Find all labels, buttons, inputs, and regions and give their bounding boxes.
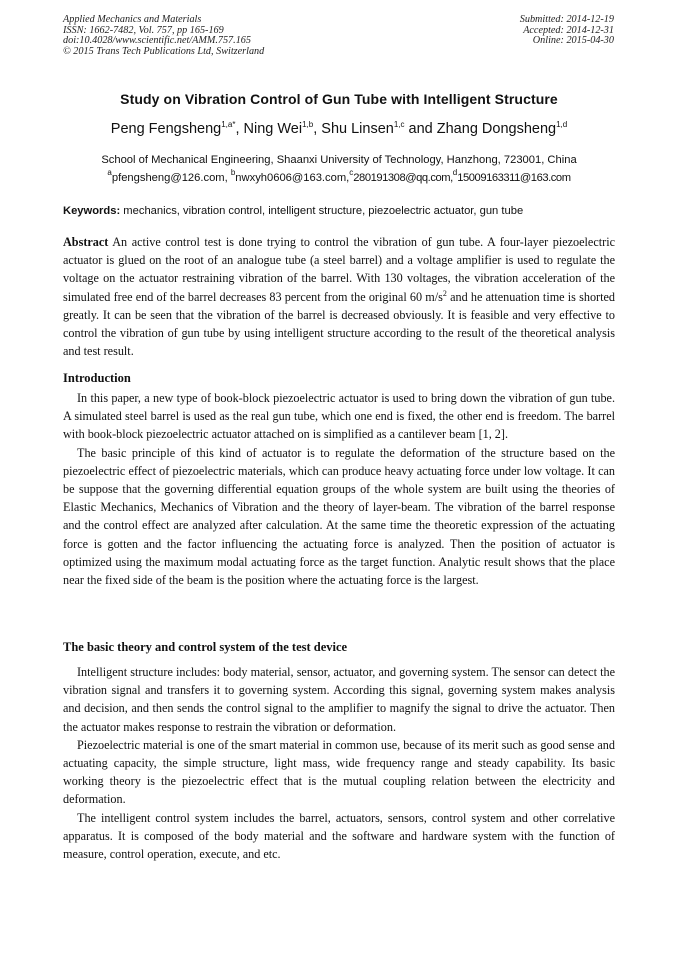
paragraph: Piezoelectric material is one of the smart material in common use, because of its merit such as good sense and actuating capacity, the simple structure, light mass, wide frequency range and steady capability. Its basic working theory is the piezoelectric effect that is the mutual coupling relation between the electricity and deformation. [63,737,615,807]
email-mark: b [230,168,236,177]
author-affil-mark: 1,b [302,120,314,129]
keywords-text: mechanics, vibration control, intelligent structure, piezoelectric actuator, gun tube [120,205,524,217]
keywords [63,205,623,217]
introduction-body [63,389,615,589]
author-list [0,121,678,137]
email-address: pfengsheng@126.com, [111,172,231,184]
author-name: Zhang Dongsheng [436,121,557,137]
abstract-text-cont: and he attenuation time is shorted greatly. It can be seen that the vibration of the barrel is decreased obviously. It is feasible and very effective to control the vibration of gun tube by using intelligent structure according to the result of the theoretical analysis and test result. [63,289,615,359]
email-address: 280191308@qq.com, [353,172,453,184]
author-name: Peng Fengsheng [110,121,222,137]
keywords-label: Keywords: [63,205,121,217]
author-affil-mark: 1,a* [221,120,236,129]
journal-copyright: © 2015 Trans Tech Publications Ltd, Switzerland [63,45,265,57]
journal-header-right [520,15,614,47]
author-name: Ning Wei [243,121,303,137]
journal-issn: ISSN: 1662-7482, Vol. 757, pp 165-169 [63,24,224,36]
author-separator: , [313,121,322,137]
email-address: 15009163311@163.com [457,172,571,184]
email-mark: c [349,168,354,177]
abstract-superscript: 2 [442,288,447,298]
email-address: nwxyh0606@163.com, [235,172,350,184]
accepted-date: Accepted: 2014-12-31 [523,24,614,36]
submitted-date: Submitted: 2014-12-19 [519,14,614,25]
author-name: Shu Linsen [321,121,394,137]
author-separator: , [235,121,244,137]
journal-name: Applied Mechanics and Materials [63,14,202,25]
author-separator: and [404,121,437,137]
section-heading-introduction: Introduction [63,371,131,385]
paragraph: In this paper, a new type of book-block piezoelectric actuator is used to bring down the vibration of gun tube. A simulated steel barrel is used as the real gun tube, which one end is fixed, the other end is freedom. The barrel with book-block piezoelectric actuator attached on is simplified as a cantilever beam [1, 2]. [63,391,615,442]
paragraph: The intelligent control system includes the barrel, actuators, sensors, control system and other correlative apparatus. It is composed of the body material and the software and hardware system with the function of measure, control operation, execute, and etc. [63,810,615,862]
email-list [0,168,678,184]
abstract-label: Abstract [63,235,109,249]
email-mark: a [107,168,112,177]
abstract-text: An active control test is done trying to control the vibration of gun tube. A four-layer piezoelectric actuator is glued on the root of an analogue tube (a steel barrel) and a voltage amplifier is used to regulate the voltage on the actuator restraining vibration of the barrel. With 130 voltages, the vibration acceleration of the simulated free end of the barrel decreases 83 percent from the original 60 m/s [63,235,615,304]
journal-header-left [63,15,264,57]
email-mark: d [452,168,458,177]
author-affil-mark: 1,c [393,120,405,129]
journal-doi: doi:10.4028/www.scientific.net/AMM.757.165 [63,35,251,47]
abstract [63,233,615,360]
basic-theory-body [63,663,615,863]
paper-title: Study on Vibration Control of Gun Tube with Intelligent Structure [120,91,558,107]
paragraph: Intelligent structure includes: body material, sensor, actuator, and governing system. The sensor can detect the vibration signal and transfers it to governing system. According this signal, governing system makes analysis and decision, and then sends the control signal to the amplifier to magnify the signal to drive the actuator. Then the actuator makes response to restrain the vibration or deformation. [63,665,615,734]
author-affil-mark: 1,d [556,120,568,129]
affiliation: School of Mechanical Engineering, Shaanxi University of Technology, Hanzhong, 723001, China [101,154,577,166]
section-heading-basic-theory: The basic theory and control system of the test device [63,640,348,654]
paragraph: The basic principle of this kind of actuator is to regulate the deformation of the structure based on the piezoelectric effect of piezoelectric materials, which can produce heavy actuating force under low voltage. It can be suppose that the governing differential equation groups of the whole system are built using the theories of Elastic Mechanics, Mechanics of Vibration and the theory of layer-beam. The vibration of the barrel response and the control effect are analyzed after calculation. At the same time the theoretic expression of the actuating force is gotten and the factor influencing the actuating force is analyzed. Then the position of actuator is optimized using the maximum modal actuating force as the target function. Analytic result shows that the place near the fixed side of the beam is the position where the actuating force is the largest. [63,445,615,588]
online-date: Online: 2015-04-30 [532,35,614,47]
